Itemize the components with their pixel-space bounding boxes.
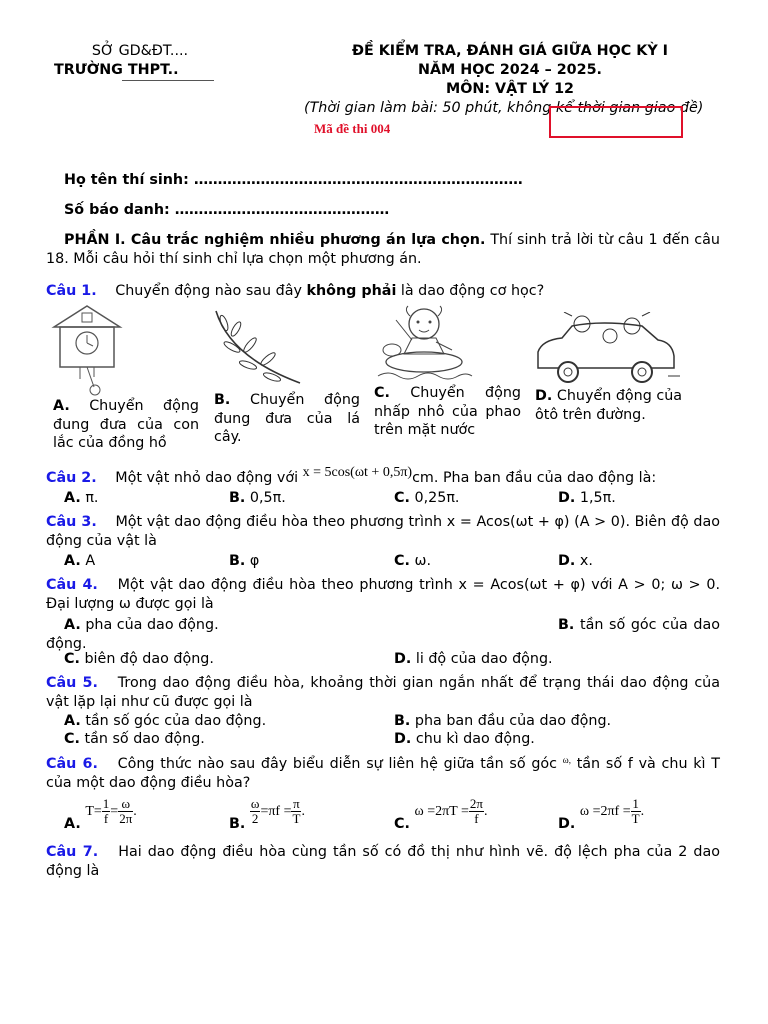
q5-option-a-text: tần số góc của dao động. bbox=[85, 713, 267, 729]
candidate-name-line bbox=[64, 171, 523, 190]
question-2-text-b: cm. Pha ban đầu của dao động là: bbox=[412, 470, 657, 486]
q3-option-d-text: x. bbox=[579, 553, 593, 569]
q2-option-c[interactable] bbox=[394, 489, 459, 508]
q6-option-b[interactable]: B. $\frac{\omega}{2}$ =πf = $\frac{\pi}{T}$ . bbox=[229, 796, 305, 833]
q6-b-frac1-num: ω bbox=[250, 796, 260, 811]
question-1-text-a: Chuyển động nào sau đây bbox=[115, 283, 307, 299]
q3-option-b[interactable] bbox=[229, 552, 259, 571]
q2-option-b-key: B. bbox=[229, 490, 246, 506]
q3-option-a[interactable] bbox=[64, 552, 95, 571]
question-6-text-a: Công thức nào sau đây biểu diễn sự liên hệ giữa tần số góc bbox=[117, 756, 563, 772]
q2-option-a[interactable] bbox=[64, 489, 98, 508]
question-5-number: Câu 5. bbox=[46, 675, 98, 691]
q3-option-a-text: A bbox=[85, 553, 96, 569]
q6-c-lhs: ω =2πT = bbox=[414, 804, 469, 820]
q3-option-d[interactable] bbox=[558, 552, 593, 571]
question-4-number: Câu 4. bbox=[46, 577, 98, 593]
q1-option-b[interactable] bbox=[214, 391, 360, 447]
q3-option-c[interactable] bbox=[394, 552, 431, 571]
candidate-id-dots: ……………………………………… bbox=[174, 202, 390, 218]
q2-option-d[interactable] bbox=[558, 489, 616, 508]
q1-option-b-text: Chuyển động đung đưa của lá cây. bbox=[214, 392, 360, 446]
q6-a-frac1-num: 1 bbox=[102, 796, 110, 811]
q6-option-c[interactable]: C. ω =2πT = $\frac{2\pi}{f}$ . bbox=[394, 796, 488, 833]
q3-option-d-key: D. bbox=[558, 553, 576, 569]
q6-a-frac2-den: 2π bbox=[119, 810, 133, 826]
q3-option-b-key: B. bbox=[229, 553, 246, 569]
question-6-omega: ω, bbox=[562, 755, 571, 765]
q6-b-frac2-num: π bbox=[293, 796, 300, 811]
q5-option-c-text: tần số dao động. bbox=[84, 731, 205, 747]
q4-option-b[interactable] bbox=[46, 616, 720, 653]
q6-b-frac2-den: T bbox=[292, 810, 301, 826]
q4-option-c[interactable] bbox=[64, 650, 214, 669]
q4-option-d-text: li độ của dao động. bbox=[415, 651, 553, 667]
question-5-text: Trong dao động điều hòa, khoảng thời gian ngắn nhất để trạng thái dao động của vật lặp lại như cũ được gọi là bbox=[46, 675, 720, 710]
q6-option-d-key: D. bbox=[558, 816, 576, 833]
exam-title: ĐỀ KIỂM TRA, ĐÁNH GIÁ GIỮA HỌC KỲ I bbox=[352, 43, 668, 59]
q6-option-a-T: T bbox=[85, 804, 94, 820]
q2-option-b[interactable] bbox=[229, 489, 286, 508]
q6-d-frac-den: T bbox=[631, 810, 640, 826]
q4-option-d[interactable] bbox=[394, 650, 553, 669]
leaf-branch-image bbox=[210, 307, 304, 389]
q1-option-d-key: D. bbox=[535, 388, 553, 404]
question-6 bbox=[46, 755, 720, 792]
q1-option-d-text: Chuyển động của ôtô trên đường. bbox=[535, 388, 683, 423]
question-4 bbox=[46, 576, 720, 613]
q1-option-a[interactable] bbox=[53, 397, 199, 453]
question-6-number: Câu 6. bbox=[46, 756, 98, 772]
q2-option-d-key: D. bbox=[558, 490, 576, 506]
q4-option-b-text: tần số góc của dao động. bbox=[46, 617, 720, 652]
q6-option-a-key: A. bbox=[64, 816, 81, 833]
question-2-text-a: Một vật nhỏ dao động với bbox=[115, 470, 303, 486]
q1-option-d[interactable] bbox=[535, 387, 682, 424]
question-1-text-c: là dao động cơ học? bbox=[396, 283, 545, 299]
q2-option-a-key: A. bbox=[64, 490, 81, 506]
q1-option-b-key: B. bbox=[214, 392, 231, 408]
question-3 bbox=[46, 513, 720, 550]
q3-option-c-key: C. bbox=[394, 553, 410, 569]
school-year: NĂM HỌC 2024 – 2025. bbox=[418, 62, 602, 78]
question-5 bbox=[46, 674, 720, 711]
question-3-text: Một vật dao động điều hòa theo phương trình x = Acos(ωt + φ) (A > 0). Biên độ dao động của vật là bbox=[46, 514, 721, 549]
q6-c-frac-num: 2π bbox=[469, 796, 483, 811]
q3-option-b-text: φ bbox=[249, 553, 260, 569]
girl-float-image bbox=[374, 302, 474, 384]
q5-option-c[interactable] bbox=[64, 730, 205, 749]
q2-option-d-text: 1,5π. bbox=[579, 490, 616, 506]
question-3-number: Câu 3. bbox=[46, 514, 97, 530]
exam-code: Mã đề thi 004 bbox=[314, 121, 391, 136]
q4-option-a-key: A. bbox=[64, 617, 81, 633]
q5-option-b[interactable] bbox=[394, 712, 611, 731]
q6-b-frac1-den: 2 bbox=[251, 810, 259, 826]
question-1-number: Câu 1. bbox=[46, 283, 97, 299]
part1-instruction: Thí sinh trả lời từ câu 1 đến câu 18. Mỗi câu hỏi thí sinh chỉ lựa chọn một phương án. bbox=[46, 232, 720, 267]
time-note: (Thời gian làm bài: 50 phút, không kể thời gian giao đề) bbox=[304, 100, 704, 116]
q2-option-c-text: 0,25π. bbox=[414, 490, 460, 506]
q5-option-d-key: D. bbox=[394, 731, 412, 747]
school-name: TRƯỜNG THPT.. bbox=[54, 62, 179, 78]
exam-code-box bbox=[549, 106, 683, 138]
q5-option-b-key: B. bbox=[394, 713, 411, 729]
q1-option-a-key: A. bbox=[53, 398, 70, 414]
question-2-formula: x = 5cos(ωt + 0,5π) bbox=[302, 465, 413, 480]
q2-option-c-key: C. bbox=[394, 490, 410, 506]
q5-option-d-text: chu kì dao động. bbox=[415, 731, 535, 747]
car-family-image bbox=[532, 312, 682, 388]
q6-option-c-key: C. bbox=[394, 816, 410, 833]
question-7 bbox=[46, 843, 720, 880]
q6-c-frac-den: f bbox=[474, 810, 479, 826]
q6-option-a[interactable]: A. T= $\frac{1}{f}$ = $\frac{\omega}{2\pi}$ . bbox=[64, 796, 137, 833]
q6-a-frac2-num: ω bbox=[118, 797, 133, 812]
q2-option-a-text: π. bbox=[85, 490, 99, 506]
q5-option-a-key: A. bbox=[64, 713, 81, 729]
q2-option-b-text: 0,5π. bbox=[249, 490, 286, 506]
q5-option-b-text: pha ban đầu của dao động. bbox=[414, 713, 612, 729]
q4-option-d-key: D. bbox=[394, 651, 412, 667]
cuckoo-clock-image bbox=[50, 303, 124, 397]
q4-option-c-key: C. bbox=[64, 651, 80, 667]
q4-option-b-key: B. bbox=[558, 617, 575, 633]
q1-option-c[interactable] bbox=[374, 384, 521, 440]
part1-heading: PHẦN I. Câu trắc nghiệm nhiều phương án lựa chọn. bbox=[64, 232, 486, 248]
candidate-name-label: Họ tên thí sinh: bbox=[64, 172, 189, 188]
q1-option-a-text: Chuyển động đung đưa của con lắc của đồng hồ bbox=[53, 398, 199, 452]
q6-option-b-key: B. bbox=[229, 816, 246, 833]
header-underline bbox=[122, 80, 214, 81]
q6-a-frac1-den: f bbox=[103, 810, 109, 826]
q5-option-c-key: C. bbox=[64, 731, 80, 747]
q5-option-d[interactable] bbox=[394, 730, 535, 749]
question-1 bbox=[46, 282, 720, 301]
question-1-emphasis: không phải bbox=[306, 283, 397, 299]
q3-option-c-text: ω. bbox=[414, 553, 432, 569]
department-name: SỞ GD&ĐT.... bbox=[91, 43, 189, 59]
question-6-text-b: tần số f và chu kì T của một dao động điều hòa? bbox=[46, 756, 720, 791]
question-4-text: Một vật dao động điều hòa theo phương trình x = Acos(ωt + φ) với A > 0; ω > 0. Đại lượng ω được gọi là bbox=[46, 577, 721, 612]
q4-option-a-text: pha của dao động. bbox=[85, 617, 219, 633]
q1-option-c-key: C. bbox=[374, 385, 390, 401]
q6-d-lhs: ω =2πf = bbox=[579, 804, 631, 820]
question-2-number: Câu 2. bbox=[46, 470, 97, 486]
q4-option-c-text: biên độ dao động. bbox=[84, 651, 214, 667]
question-7-number: Câu 7. bbox=[46, 844, 99, 860]
q5-option-a[interactable] bbox=[64, 712, 266, 731]
question-7-text: Hai dao động điều hòa cùng tần số có đồ thị như hình vẽ. độ lệch pha của 2 dao động là bbox=[46, 844, 721, 879]
candidate-id-line bbox=[64, 201, 389, 220]
q3-option-a-key: A. bbox=[64, 553, 81, 569]
q1-option-c-text: Chuyển động nhấp nhô của phao trên mặt nước bbox=[374, 385, 521, 439]
q6-d-frac-num: 1 bbox=[632, 796, 639, 811]
part1-intro bbox=[46, 231, 720, 268]
q6-option-d[interactable]: D. ω =2πf = $\frac{1}{T}$ . bbox=[558, 796, 645, 833]
q6-b-mid: =πf = bbox=[260, 804, 292, 820]
subject-title: MÔN: VẬT LÝ 12 bbox=[445, 81, 574, 97]
question-2 bbox=[46, 465, 736, 488]
candidate-id-label: Số báo danh: bbox=[64, 202, 170, 218]
candidate-name-dots: …………………………………………………………… bbox=[193, 172, 523, 188]
